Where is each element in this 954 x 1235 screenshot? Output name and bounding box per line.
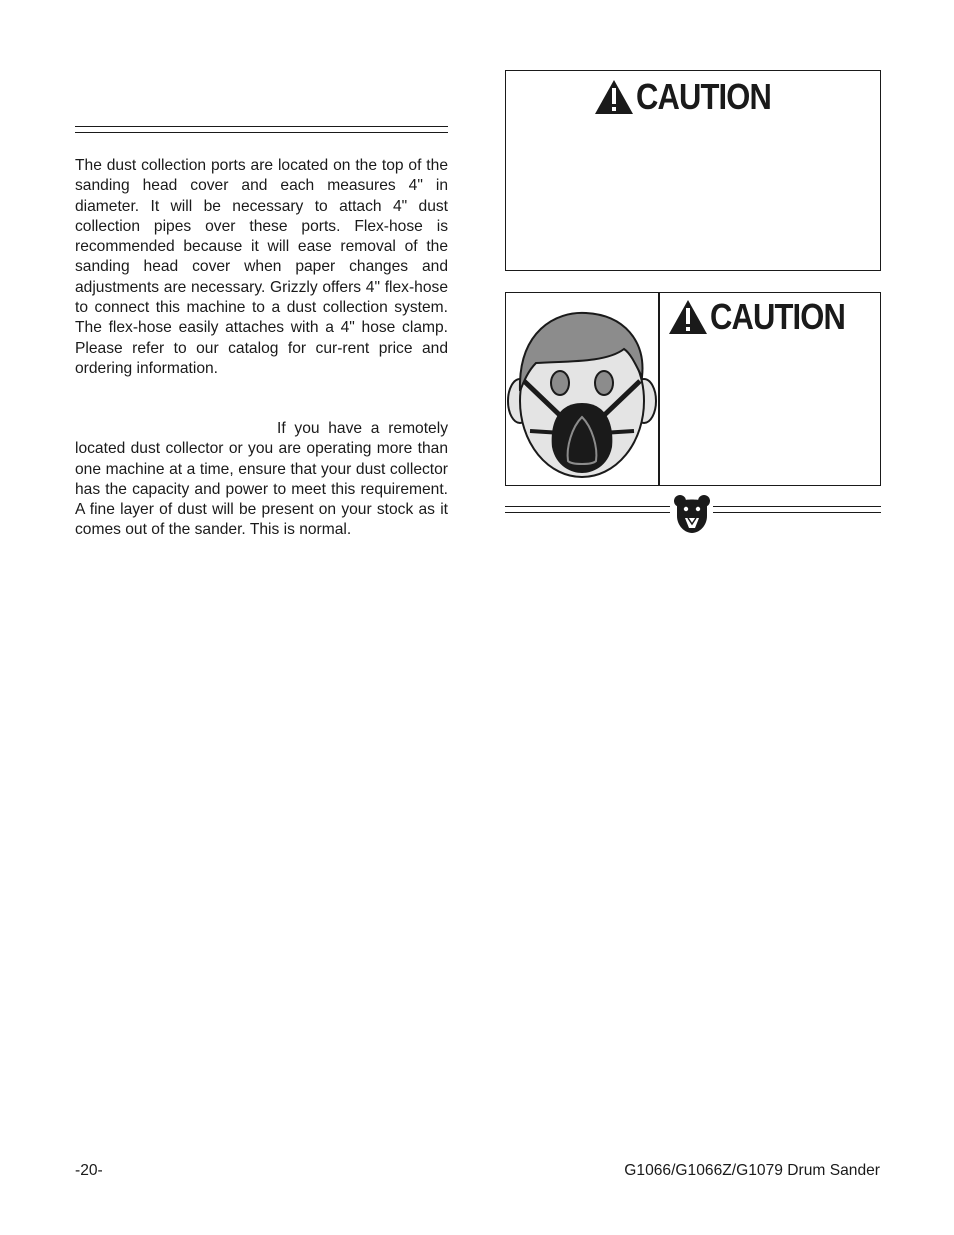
end-rule-right — [713, 506, 881, 513]
warning-triangle-icon — [668, 299, 708, 335]
dust-collector-paragraph: If you have a remotely located dust collector or you are operating more than one machine at a time, ensure that your dust collector has the capacity and power to meet this requirement. A fine layer of dust will be present on your stock as it comes out of the sander. This is normal. — [75, 420, 448, 539]
caution-box-top — [505, 70, 881, 271]
bear-head-icon — [673, 494, 711, 534]
footer-model: G1066/G1066Z/G1079 Drum Sander — [624, 1162, 880, 1179]
caution-header — [668, 296, 867, 337]
section-end-marker — [505, 494, 881, 534]
end-rule-left — [505, 506, 670, 513]
page-number: -20- — [75, 1162, 103, 1179]
respirator-face-illustration — [506, 301, 658, 481]
box-divider — [658, 293, 660, 485]
section-heading-rule — [75, 126, 448, 133]
caution-label: CAUTION — [636, 76, 772, 117]
caution-box-respirator — [505, 292, 881, 486]
caution-label: CAUTION — [710, 296, 846, 337]
caution-header — [594, 76, 793, 117]
warning-triangle-icon — [594, 79, 634, 115]
dust-ports-paragraph: The dust collection ports are located on the top of the sanding head cover and each measures 4" in diameter. It will be necessary to attach 4" dust collection pipes over these ports. Flex-hose is recommended because it will ease removal of the sanding head cover when paper changes and adjustments are necessary. Grizzly offers 4" flex-hose to connect this machine to a dust collection system. The flex-hose easily attaches with a 4" hose clamp. Please refer to our catalog for cur-rent price and ordering information. — [75, 157, 448, 377]
